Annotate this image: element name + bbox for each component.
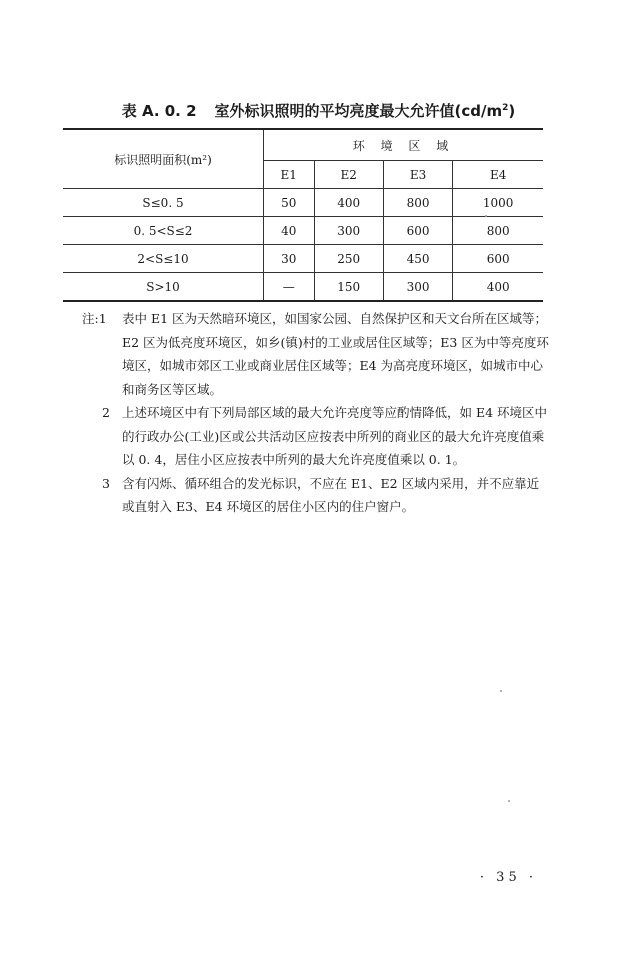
area-cell: 0. 5<S≤2 <box>63 217 264 245</box>
note-text: 上述环境区中有下列局部区域的最大允许亮度等应酌情降低，如 E4 环境区中的行政办公(工业)区或公共活动区应按表中所列的商业区的最大允许亮度值乘以 0. 4，居住小区应按表中所列的最大允许亮度值乘以 0. 1。 <box>122 405 548 467</box>
value-cell: 250 <box>314 245 383 273</box>
zone-header: E1 <box>264 161 315 189</box>
table-caption: 室外标识照明的平均亮度最大允许值(cd/m <box>214 102 503 120</box>
environment-header: 环 境 区 域 <box>264 129 544 161</box>
table-title <box>0 100 637 121</box>
scan-speck <box>508 800 510 802</box>
value-cell: 400 <box>314 189 383 217</box>
scan-speck <box>500 690 502 692</box>
page-number: · 35 · <box>479 870 537 885</box>
note-item <box>82 307 550 401</box>
value-cell: 1000 <box>453 189 543 217</box>
note-item <box>82 401 550 472</box>
table-row <box>63 217 543 245</box>
value-cell: 400 <box>453 273 543 302</box>
value-cell: 600 <box>383 217 452 245</box>
note-number: 2 <box>102 405 110 420</box>
caption-superscript: 2 <box>502 103 509 113</box>
note-text: 表中 E1 区为天然暗环境区，如国家公园、自然保护区和天文台所在区域等；E2 区为低亮度环境区，如乡(镇)村的工业或居住区域等；E3 区为中等亮度环境区，如城市郊区工业或商业居住区域等；E4 为高亮度环境区，如城市中心和商务区等区域。 <box>122 311 549 397</box>
value-cell: 300 <box>314 217 383 245</box>
zone-header: E3 <box>383 161 452 189</box>
table-notes <box>82 307 550 519</box>
value-cell: 150 <box>314 273 383 302</box>
note-prefix: 注: <box>82 311 99 326</box>
note-number: 3 <box>102 475 110 491</box>
scan-speck <box>485 215 487 217</box>
value-cell: 800 <box>453 217 543 245</box>
table-number: 表 A. 0. 2 <box>121 102 197 120</box>
value-cell: 50 <box>264 189 315 217</box>
value-cell: 600 <box>453 245 543 273</box>
caption-close: ) <box>508 102 516 120</box>
value-cell: 300 <box>383 273 452 302</box>
area-cell: S≤0. 5 <box>63 189 264 217</box>
table-row <box>63 273 543 302</box>
zone-header: E2 <box>314 161 383 189</box>
area-cell: S>10 <box>63 273 264 302</box>
note-number: 注:1 <box>82 311 107 326</box>
table-row <box>63 245 543 273</box>
value-cell: — <box>264 273 315 302</box>
zone-header: E4 <box>453 161 543 189</box>
value-cell: 30 <box>264 245 315 273</box>
area-cell: 2<S≤10 <box>63 245 264 273</box>
value-cell: 800 <box>383 189 452 217</box>
value-cell: 40 <box>264 217 315 245</box>
area-header: 标识照明面积(m²) <box>63 129 264 189</box>
table-row <box>63 189 543 217</box>
value-cell: 450 <box>383 245 452 273</box>
note-item <box>82 472 550 519</box>
note-text: 含有闪烁、循环组合的发光标识，不应在 E1、E2 区域内采用，并不应靠近或直射入 E3、E4 环境区的居住小区内的住户窗户。 <box>122 475 540 514</box>
luminance-table <box>63 128 543 302</box>
